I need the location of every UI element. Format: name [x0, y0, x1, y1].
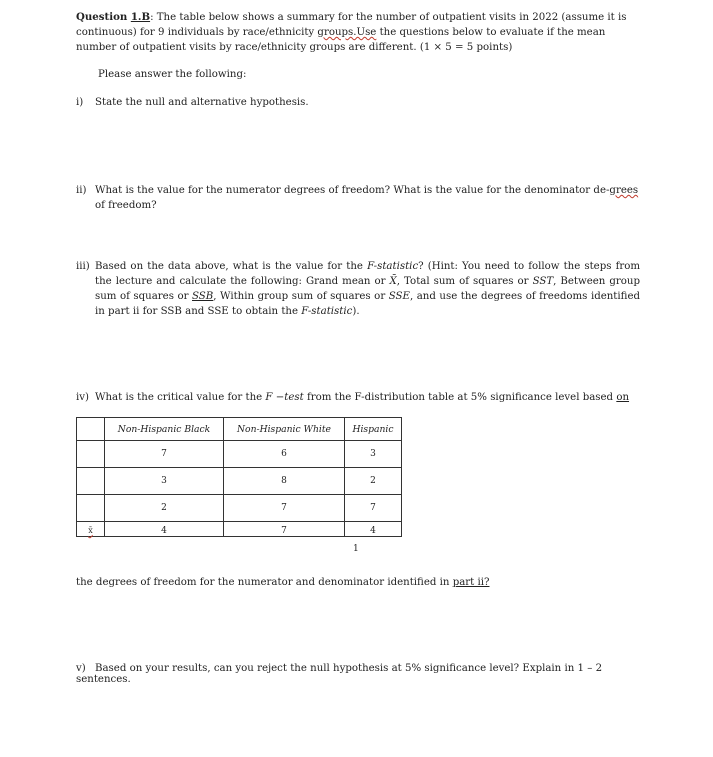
part-iii-marker: iii): [76, 261, 90, 272]
table-cell: 2: [105, 495, 224, 522]
table-cell: 4: [345, 522, 402, 537]
part-i: [76, 97, 309, 108]
table-cell: 7: [224, 522, 345, 537]
table-row: [77, 495, 402, 522]
mean-symbol: x̄: [88, 526, 93, 535]
part-i-marker: i): [76, 97, 84, 108]
spelling-flag: groups.Use: [317, 27, 377, 38]
part-ii-reference: part ii?: [452, 577, 490, 588]
table-header-cell: Hispanic: [345, 418, 402, 441]
part-iii-text: Based on the data above, what is the value for the F-statistic? (Hint: You need to follow the steps from the lecture and calculate the following: Grand mean or X̄, Total sum of squares or SST, Between group sum of squares or SSB, Within group sum of squares or SSE, and use the degrees of freedoms identified in part ii for SSB and SSE to obtain the F-statistic).: [95, 261, 641, 317]
table-cell: 7: [105, 441, 224, 468]
part-v: [76, 663, 656, 685]
outpatient-visits-table: [76, 417, 402, 537]
table-cell: 8: [224, 468, 345, 495]
part-v-text: Based on your results, can you reject the null hypothesis at 5% significance level? Explain in 1 – 2 sentences.: [76, 663, 603, 685]
instruction-text: Please answer the following:: [98, 69, 247, 80]
part-v-marker: v): [76, 663, 86, 674]
part-iii: [76, 259, 640, 319]
part-iv-text: What is the critical value for the F −test from the F-distribution table at 5% significance level based on: [95, 392, 630, 403]
part-ii-text: What is the value for the numerator degrees of freedom? What is the value for the denominator de-grees of freedom?: [95, 185, 639, 211]
table-header-cell: [77, 418, 105, 441]
part-iv-continued: the degrees of freedom for the numerator and denominator identified in part ii?: [76, 577, 490, 588]
question-intro: Question 1.B: The table below shows a summary for the number of outpatient visits in 2022 (assume it is continuous) for 9 individuals by race/ethnicity groups.Use the questions below to evaluate if the mean number of outpatient visits by race/ethnicity groups are different. (1 × 5 = 5 points): [76, 11, 627, 53]
table-header-row: [77, 418, 402, 441]
part-ii-marker: ii): [76, 185, 87, 196]
part-iv-marker: iv): [76, 392, 89, 403]
table-header-cell: Non-Hispanic White: [224, 418, 345, 441]
table-cell: 4: [105, 522, 224, 537]
table-row: [77, 441, 402, 468]
question-label: Question: [76, 11, 128, 23]
stray-footnote: 1: [353, 544, 359, 554]
part-i-text: State the null and alternative hypothesis.: [95, 97, 309, 108]
table-header-cell: Non-Hispanic Black: [105, 418, 224, 441]
table-row: [77, 468, 402, 495]
table-cell: 7: [224, 495, 345, 522]
question-number: 1.B: [130, 11, 151, 23]
table-mean-row: [77, 522, 402, 537]
table-cell: 2: [345, 468, 402, 495]
table-cell: 7: [345, 495, 402, 522]
table-cell: 6: [224, 441, 345, 468]
part-ii: [76, 183, 640, 213]
part-iv: [76, 392, 646, 403]
table-cell: 3: [345, 441, 402, 468]
table-cell: 3: [105, 468, 224, 495]
